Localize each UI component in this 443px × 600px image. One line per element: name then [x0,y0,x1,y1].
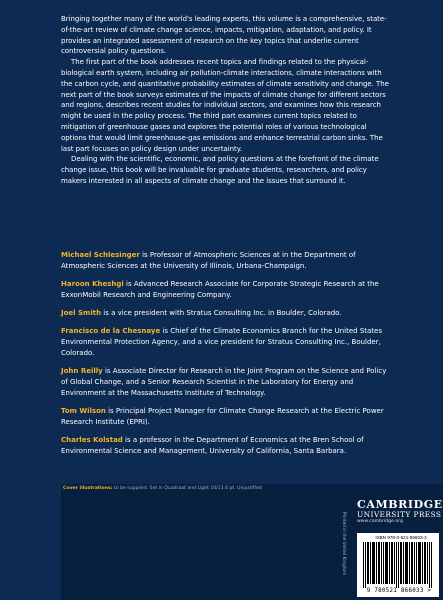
publisher-logo [357,499,443,525]
printed-in-note: Printed in the United Kingdom [342,512,347,576]
bio-schlesinger [61,250,391,272]
editor-description: is Advanced Research Associate for Corporate Strategic Research at the ExxonMobil Research and Engineering Company. [61,280,379,299]
bio-wilson [61,406,391,428]
cover-credit-label: Cover illustrations: [63,486,113,491]
editor-description: is a vice president with Stratus Consulting Inc. in Boulder, Colorado. [101,309,342,318]
editor-name: Michael Schlesinger [61,251,140,259]
barcode-bars-icon [363,542,433,588]
editor-bios [61,250,391,464]
editor-description: is a professor in the Department of Economics at the Bren School of Environmental Science and Management, University of California, Santa Barbara. [61,436,364,456]
publisher-url: www.cambridge.org [357,519,403,524]
editor-description: is Professor of Atmospheric Sciences at in the Department of Atmospheric Sciences at the University of Illinois, Urbana-Champaign. [61,251,356,270]
summary-paragraph-1: Bringing together many of the world's leading experts, this volume is a comprehensive, state-of-the-art review of climate change science, impacts, mitigation, adaptation, and policy. It provides an integrated assessment of research on the key topics that underlie current controversial policy questions. [61,15,387,56]
bio-smith [61,308,391,319]
bio-de-la-chesnaye [61,326,391,358]
summary-paragraph-2: The first part of the book addresses recent topics and findings related to the physical-biological earth system, including air pollution-climate interactions, climate interactions with the carbon cycle, and quantitative probability estimates of climate sensitivity and change. The next part of the book surveys estimates of the impacts of climate change for different sectors and regions, describes recent studies for individual sectors, and examines how this research might be used in the policy process. The third part examines current topics related to mitigation of greenhouse gases and explores the potential roles of various technological options that would limit greenhouse-gas emissions and enhance terrestrial carbon sinks. The last part focuses on policy design under uncertainty. [61,58,389,153]
editor-name: Tom Wilson [61,407,106,416]
editor-description: is Associate Director for Research in the Joint Program on the Science and Policy of Global Change, and a Senior Research Scientist in the Laboratory for Energy and Environment at the Massachusetts Institute of Technology. [61,367,387,397]
bio-kheshgi [61,279,391,301]
editor-description: is Principal Project Manager for Climate Change Research at the Electric Power Research Institute (EPRI). [61,407,384,427]
isbn-barcode [357,533,439,597]
editor-name: Joel Smith [61,309,102,318]
editor-description: is Chief of the Climate Economics Branch for the United States Environmental Protection Agency, and a vice president for Stratus Consulting Inc., Boulder, Colorado. [61,327,382,358]
bio-kolstad [61,435,391,457]
cover-illustration-credit [63,486,433,492]
book-summary [61,14,391,187]
bio-reilly [61,366,391,398]
publisher-press: UNIVERSITY PRESS [357,510,442,519]
editor-name: Charles Kolstad [61,436,123,445]
editor-name: John Reilly [61,367,103,376]
editor-name: Francisco de la Chesnaye [61,327,161,336]
isbn-label: ISBN 978-0-521-86603-3 [375,535,427,540]
isbn-digits: 9 780521 866033 > [366,588,432,594]
publisher-name: CAMBRIDGE [357,498,443,511]
cover-credit-text: to be supplied. Set in Quadraat and Light 10/13.6 pt. Unjustified [112,486,262,491]
editor-name: Haroon Kheshgi [61,280,124,289]
summary-paragraph-3: Dealing with the scientific, economic, and policy questions at the forefront of the climate change issue, this book will be invaluable for graduate students, researchers, and policy makers interested in all aspects of climate change and the issues that surround it. [61,155,379,185]
